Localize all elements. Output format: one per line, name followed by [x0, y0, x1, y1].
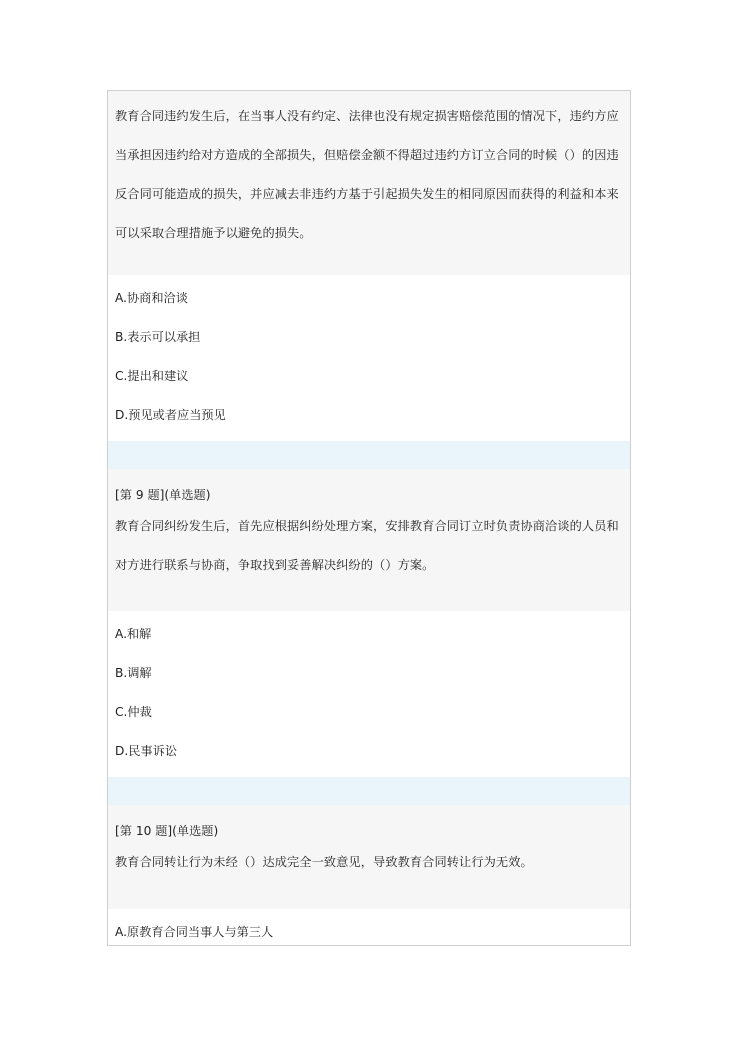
question-9-options [108, 611, 630, 777]
option-c[interactable]: C.提出和建议 [115, 369, 189, 383]
option-a[interactable]: A.原教育合同当事人与第三人 [115, 925, 274, 939]
question-10-options [108, 909, 630, 946]
option-c[interactable]: C.仲裁 [115, 705, 152, 719]
option-b[interactable]: B.表示可以承担 [115, 330, 201, 344]
question-10-text: 教育合同转让行为未经（）达成完全一致意见，导致教育合同转让行为无效。 [115, 855, 533, 869]
option-b[interactable]: B.调解 [115, 666, 152, 680]
option-a[interactable]: A.和解 [115, 627, 152, 641]
question-8-block [108, 91, 630, 275]
separator [108, 777, 630, 805]
question-8-options [108, 275, 630, 441]
question-10-block [108, 805, 630, 909]
question-9-header: [第 9 题](单选题) [115, 488, 211, 502]
question-9-block [108, 469, 630, 611]
option-d[interactable]: D.民事诉讼 [115, 744, 178, 758]
option-d[interactable]: D.预见或者应当预见 [115, 408, 226, 422]
separator [108, 441, 630, 469]
question-10-header: [第 10 题](单选题) [115, 824, 219, 838]
question-8-text: 教育合同违约发生后，在当事人没有约定、法律也没有规定损害赔偿范围的情况下，违约方应当承担因违约给对方造成的全部损失，但赔偿金额不得超过违约方订立合同的时候（）的因违反合同可能造成的损失，并应减去非违约方基于引起损失发生的相同原因而获得的利益和本来可以采取合理措施予以避免的损失。 [115, 109, 619, 240]
question-panel [107, 90, 631, 946]
option-a[interactable]: A.协商和洽谈 [115, 291, 188, 305]
question-9-text: 教育合同纠纷发生后，首先应根据纠纷处理方案，安排教育合同订立时负责协商洽谈的人员和对方进行联系与协商，争取找到妥善解决纠纷的（）方案。 [115, 519, 619, 572]
